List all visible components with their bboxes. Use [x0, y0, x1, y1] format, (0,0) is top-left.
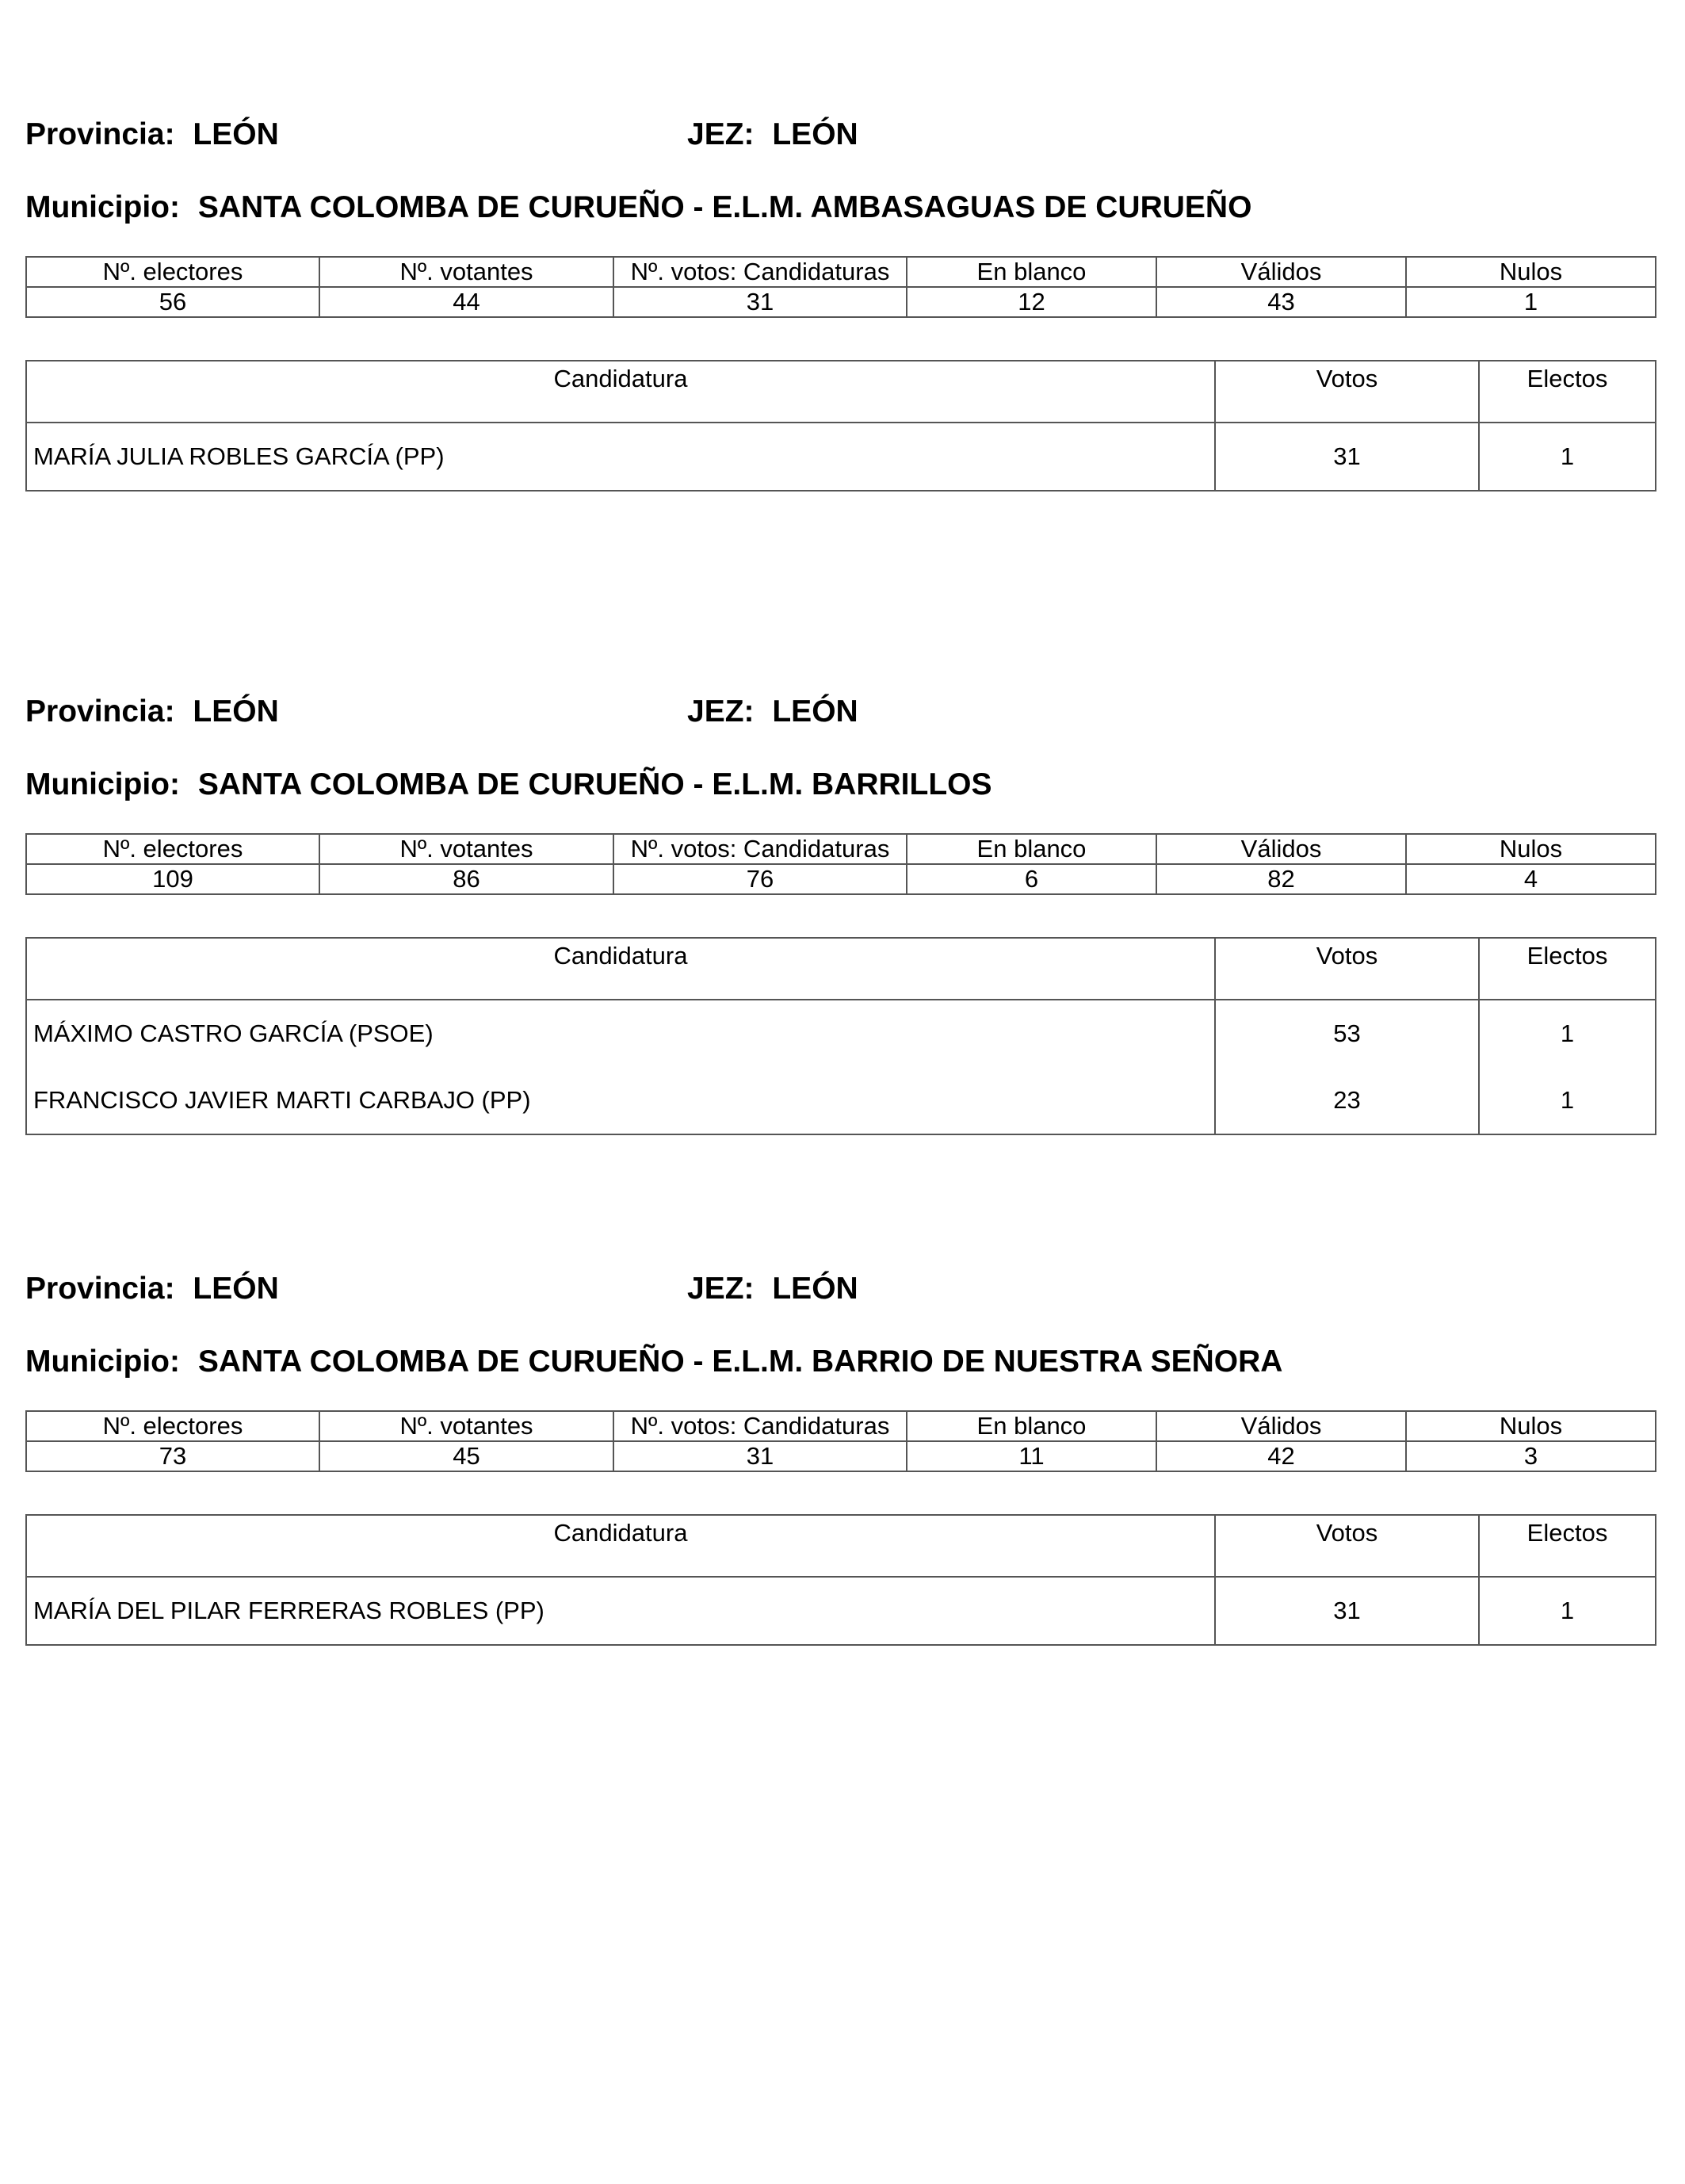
stats-header: Nº. votos: Candidaturas [613, 834, 907, 864]
jez-group [687, 111, 858, 159]
stats-value: 11 [907, 1441, 1156, 1471]
stats-value: 12 [907, 287, 1156, 317]
stats-table [25, 256, 1656, 318]
stats-value: 45 [319, 1441, 613, 1471]
stats-value: 1 [1406, 287, 1656, 317]
candidate-votos: 31 [1215, 423, 1479, 491]
stats-value: 56 [26, 287, 319, 317]
candidate-electos: 1 [1479, 1067, 1656, 1134]
municipio-label: Municipio: [25, 1344, 180, 1379]
stats-value: 3 [1406, 1441, 1656, 1471]
jez-value: LEÓN [772, 1272, 858, 1306]
stats-header-row [26, 834, 1656, 864]
candidate-votos: 23 [1215, 1067, 1479, 1134]
jez-group [687, 688, 858, 736]
stats-header: Válidos [1156, 1411, 1406, 1441]
provincia-label: Provincia: [25, 117, 175, 151]
stats-header: En blanco [907, 834, 1156, 864]
municipio-line [25, 184, 1655, 231]
stats-value: 4 [1406, 864, 1656, 894]
candidate-name: MARÍA DEL PILAR FERRERAS ROBLES (PP) [26, 1577, 1215, 1645]
municipio-value: SANTA COLOMBA DE CURUEÑO - E.L.M. AMBASAGUAS DE CURUEÑO [197, 190, 1252, 224]
municipio-line [25, 761, 1655, 809]
candidates-table [25, 1514, 1656, 1646]
stats-header-row [26, 257, 1656, 287]
electos-header: Electos [1479, 361, 1656, 423]
provincia-line [25, 688, 1655, 736]
stats-value: 82 [1156, 864, 1406, 894]
candidate-electos: 1 [1479, 423, 1656, 491]
provincia-value: LEÓN [193, 117, 279, 151]
provincia-line [25, 111, 1655, 159]
stats-header: Nº. votantes [319, 1411, 613, 1441]
provincia-value: LEÓN [193, 1272, 279, 1306]
candidate-name: MARÍA JULIA ROBLES GARCÍA (PP) [26, 423, 1215, 491]
stats-header: Nulos [1406, 1411, 1656, 1441]
candidate-name: FRANCISCO JAVIER MARTI CARBAJO (PP) [26, 1067, 1215, 1134]
candidate-row [26, 1577, 1656, 1645]
candidates-table [25, 360, 1656, 491]
stats-value: 31 [613, 287, 907, 317]
municipio-label: Municipio: [25, 767, 180, 801]
stats-header: Nº. votos: Candidaturas [613, 257, 907, 287]
candidate-votos: 53 [1215, 1000, 1479, 1067]
stats-header: Nº. electores [26, 257, 319, 287]
candidate-row [26, 1067, 1656, 1134]
stats-header: Nº. votantes [319, 834, 613, 864]
stats-header: Nº. electores [26, 1411, 319, 1441]
provincia-value: LEÓN [193, 694, 279, 729]
candidates-header-row [26, 361, 1656, 423]
votos-header: Votos [1215, 1515, 1479, 1577]
candidatura-header: Candidatura [26, 361, 1215, 423]
stats-value: 42 [1156, 1441, 1406, 1471]
votos-header: Votos [1215, 361, 1479, 423]
stats-value-row [26, 287, 1656, 317]
candidatura-header: Candidatura [26, 1515, 1215, 1577]
stats-header-row [26, 1411, 1656, 1441]
stats-table [25, 1410, 1656, 1472]
candidates-header-row [26, 938, 1656, 1000]
stats-value-row [26, 864, 1656, 894]
electos-header: Electos [1479, 938, 1656, 1000]
candidates-table [25, 937, 1656, 1135]
stats-value-row [26, 1441, 1656, 1471]
stats-header: Nº. electores [26, 834, 319, 864]
jez-label: JEZ: [687, 117, 755, 151]
municipio-section-3 [25, 1265, 1655, 1646]
candidate-electos: 1 [1479, 1577, 1656, 1645]
stats-value: 109 [26, 864, 319, 894]
municipio-value: SANTA COLOMBA DE CURUEÑO - E.L.M. BARRILLOS [197, 767, 992, 801]
provincia-label: Provincia: [25, 1272, 175, 1306]
stats-value: 43 [1156, 287, 1406, 317]
stats-header: Válidos [1156, 257, 1406, 287]
candidates-header-row [26, 1515, 1656, 1577]
stats-value: 6 [907, 864, 1156, 894]
candidate-name: MÁXIMO CASTRO GARCÍA (PSOE) [26, 1000, 1215, 1067]
electos-header: Electos [1479, 1515, 1656, 1577]
stats-table [25, 833, 1656, 895]
municipio-section-1 [25, 111, 1655, 491]
stats-header: Nulos [1406, 834, 1656, 864]
stats-header: Nº. votantes [319, 257, 613, 287]
stats-value: 86 [319, 864, 613, 894]
candidatura-header: Candidatura [26, 938, 1215, 1000]
provincia-label: Provincia: [25, 694, 175, 729]
stats-value: 31 [613, 1441, 907, 1471]
stats-value: 73 [26, 1441, 319, 1471]
stats-header: En blanco [907, 1411, 1156, 1441]
candidate-votos: 31 [1215, 1577, 1479, 1645]
stats-header: Nulos [1406, 257, 1656, 287]
stats-header: En blanco [907, 257, 1156, 287]
candidate-row [26, 423, 1656, 491]
votos-header: Votos [1215, 938, 1479, 1000]
municipio-section-2 [25, 688, 1655, 1148]
stats-value: 44 [319, 287, 613, 317]
municipio-line [25, 1338, 1655, 1386]
stats-value: 76 [613, 864, 907, 894]
jez-value: LEÓN [772, 694, 858, 729]
municipio-value: SANTA COLOMBA DE CURUEÑO - E.L.M. BARRIO DE NUESTRA SEÑORA [197, 1344, 1283, 1379]
jez-label: JEZ: [687, 694, 755, 729]
jez-label: JEZ: [687, 1272, 755, 1306]
municipio-label: Municipio: [25, 190, 180, 224]
provincia-line [25, 1265, 1655, 1313]
jez-value: LEÓN [772, 117, 858, 151]
stats-header: Válidos [1156, 834, 1406, 864]
jez-group [687, 1265, 858, 1313]
candidate-row [26, 1000, 1656, 1067]
stats-header: Nº. votos: Candidaturas [613, 1411, 907, 1441]
candidate-electos: 1 [1479, 1000, 1656, 1067]
